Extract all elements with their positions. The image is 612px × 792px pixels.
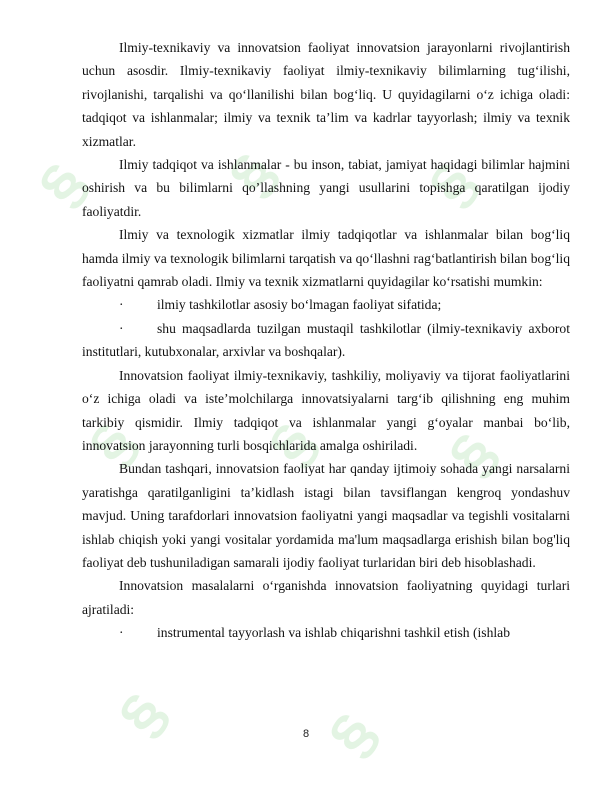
bullet-marker: · bbox=[119, 297, 124, 313]
list-item-text: shu maqsadlarda tuzilgan mustaqil tashkilotlar (ilmiy-texnikaviy axborot institutlari, kutubxonalar, arxivlar va boshqalar). bbox=[82, 320, 570, 360]
paragraph-2: Ilmiy tadqiqot va ishlanmalar - bu inson, tabiat, jamiyat haqidagi bilimlar hajmini oshirish va bu bilimlarni qo’llashning yangi usullarini topishga qaratilgan ijodiy faoliyatdir. bbox=[82, 157, 570, 219]
list-item bbox=[82, 317, 570, 364]
list-item bbox=[82, 621, 570, 644]
paragraph-4: Innovatsion faoliyat ilmiy-texnikaviy, tashkiliy, moliyaviy va tijorat faoliyatlarini o‘z ichiga oladi va iste’molchilarga innovatsiyalarni targ‘ib qilishning eng muhim tarkibiy qismidir. Ilmiy tadqiqot va ishlanmalar yangi g‘oyalar manbai bo‘lib, innovatsion jarayonning turli bosqichlarida amalga oshiriladi. bbox=[82, 367, 570, 453]
paragraph-5: Bundan tashqari, innovatsion faoliyat har qanday ijtimoiy sohada yangi narsalarni yaratishga qaratilganligini ta’kidlash istagi bilan tavsiflangan kengroq yondashuv mavjud. Uning tarafdorlari innovatsion faoliyatni yangi maqsadlar va tegishli vositalarni ishlab chiqish yoki yangi vositalar yordamida ma'lum maqsadlarga erishish bilan bog'liq faoliyat deb tushuniladigan samarali ijodiy faoliyat turlaridan biri deb hisoblashadi. bbox=[82, 461, 570, 570]
list-item-text: ilmiy tashkilotlar asosiy bo‘lmagan faoliyat sifatida; bbox=[157, 297, 442, 313]
list-item bbox=[82, 293, 570, 316]
svg-text:§: § bbox=[75, 411, 150, 478]
page-number: 8 bbox=[302, 728, 310, 740]
paragraph-1: Ilmiy-texnikaviy va innovatsion faoliyat innovatsion jarayonlarni rivojlantirish uchun asosdir. Ilmiy-texnikaviy faoliyat ilmiy-texnikaviy bilimlarning tug‘ilishi, rivojlanishi, tarqalishi va qo‘llanilishi bilan bog‘liq. U quyidagilarni o‘z ichiga oladi: tadqiqot va ishlanmalar; ilmiy va texnik ta’lim va kadrlar tayyorlash; ilmiy va texnik xizmatlar. bbox=[82, 40, 570, 149]
svg-text:§: § bbox=[25, 151, 100, 218]
svg-text:§: § bbox=[415, 151, 490, 218]
paragraph-6: Innovatsion masalalarni o‘rganishda innovatsion faoliyatning quyidagi turlari ajratiladi: bbox=[82, 578, 570, 617]
bullet-marker: · bbox=[119, 625, 124, 641]
list-item-text: instrumental tayyorlash va ishlab chiqarishni tashkil etish (ishlab bbox=[157, 625, 510, 641]
svg-text:§: § bbox=[215, 141, 290, 208]
bullet-marker: · bbox=[119, 320, 124, 336]
document-body bbox=[82, 36, 570, 645]
svg-text:§: § bbox=[105, 681, 180, 748]
paragraph-3: Ilmiy va texnologik xizmatlar ilmiy tadqiqotlar va ishlanmalar bilan bog‘liq hamda ilmiy va texnologik bilimlarni tarqatish va qo‘llashni rag‘batlantirish bilan bog‘liq faoliyatni qamrab oladi. Ilmiy va texnik xizmatlarni quyidagilar ko‘rsatishi mumkin: bbox=[82, 227, 570, 290]
svg-text:§: § bbox=[255, 411, 330, 478]
svg-text:§: § bbox=[315, 701, 390, 768]
svg-text:§: § bbox=[435, 421, 510, 488]
